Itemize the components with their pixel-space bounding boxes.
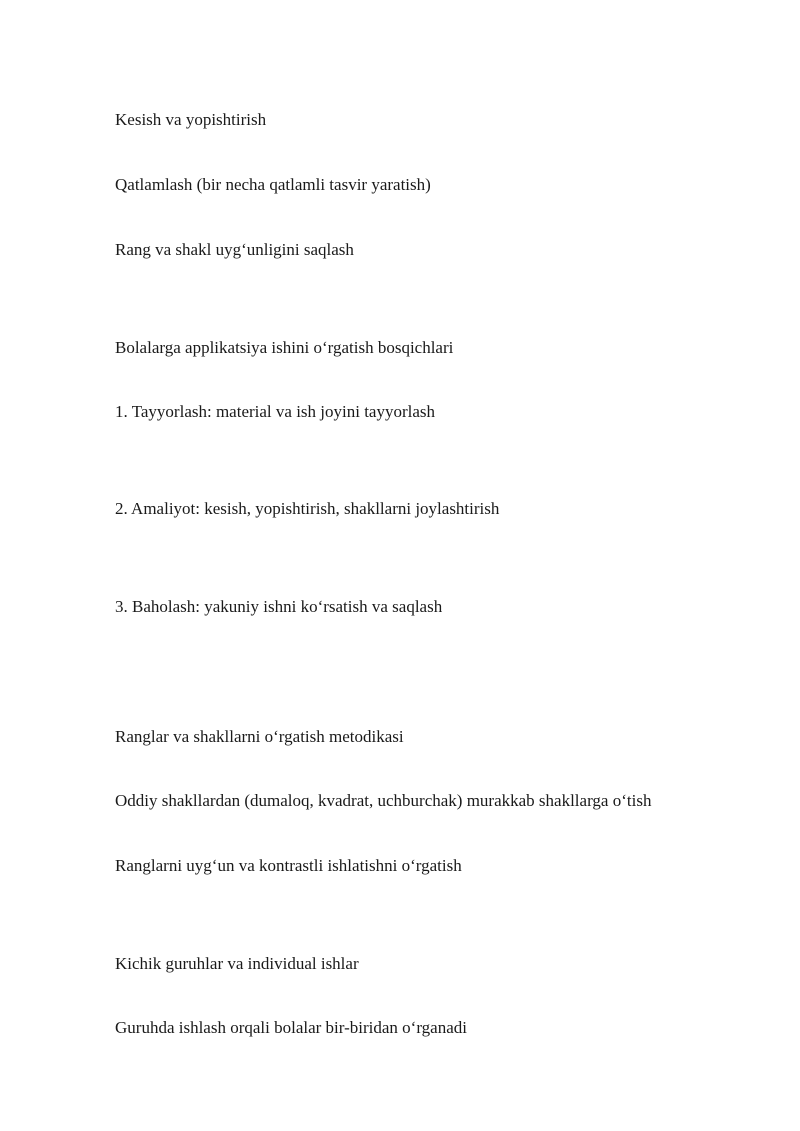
- text-line: 2. Amaliyot: kesish, yopishtirish, shakllarni joylashtirish: [115, 499, 500, 518]
- section-heading: Kichik guruhlar va individual ishlar: [115, 954, 359, 973]
- text-line: Qatlamlash (bir necha qatlamli tasvir yaratish): [115, 175, 431, 194]
- text-line: 1. Tayyorlash: material va ish joyini tayyorlash: [115, 402, 436, 421]
- text-line: Rang va shakl uyg‘unligini saqlash: [115, 240, 354, 259]
- section-heading: Ranglar va shakllarni o‘rgatish metodikasi: [115, 727, 404, 746]
- text-line: Ranglarni uyg‘un va kontrastli ishlatishni o‘rgatish: [115, 856, 462, 875]
- text-line: Guruhda ishlash orqali bolalar bir-biridan o‘rganadi: [115, 1018, 467, 1037]
- section-heading: Bolalarga applikatsiya ishini o‘rgatish bosqichlari: [115, 338, 454, 357]
- text-line: Kesish va yopishtirish: [115, 110, 267, 129]
- text-line: 3. Baholash: yakuniy ishni ko‘rsatish va saqlash: [115, 597, 443, 616]
- text-line: Oddiy shakllardan (dumaloq, kvadrat, uchburchak) murakkab shakllarga o‘tish: [115, 791, 652, 810]
